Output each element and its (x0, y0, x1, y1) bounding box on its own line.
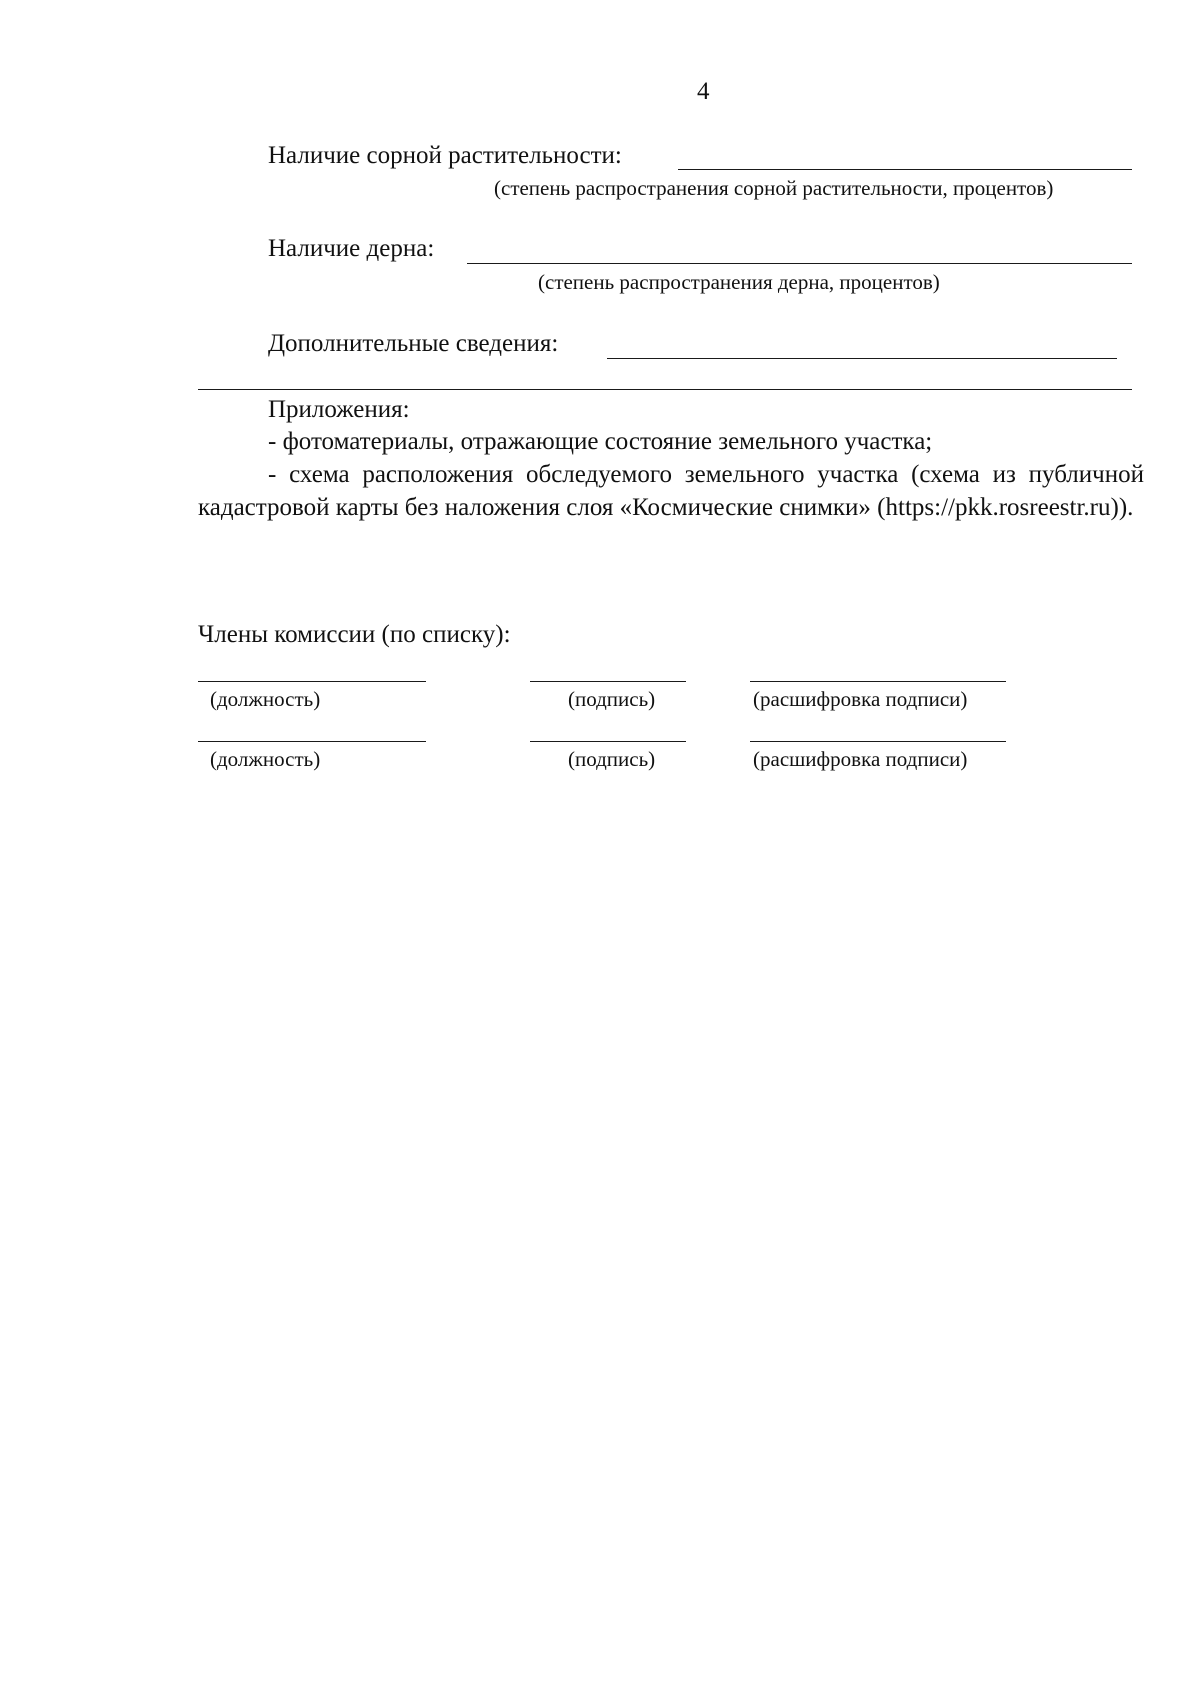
sod-caption: (степень распространения дерна, процентов) (538, 270, 940, 294)
signature-line[interactable] (530, 741, 686, 742)
weeds-label: Наличие сорной растительности: (268, 142, 622, 169)
position-caption: (должность) (210, 687, 321, 711)
commission-members-heading: Члены комиссии (по списку): (198, 621, 511, 648)
weeds-caption: (степень распространения сорной растительности, процентов) (494, 176, 1054, 200)
additional-info-label: Дополнительные сведения: (268, 330, 559, 357)
attachments-heading: Приложения: (268, 396, 410, 423)
weeds-input-line[interactable] (678, 169, 1132, 170)
position-line[interactable] (198, 741, 426, 742)
signature-caption: (подпись) (568, 747, 656, 771)
position-line[interactable] (198, 681, 426, 682)
attachment-item-scheme: - схема расположения обследуемого земельного участка (схема из публичной кадастровой карты без наложения слоя «Космические снимки» (https://pkk.rosreestr.ru)). (198, 461, 1144, 521)
signature-decoding-line[interactable] (750, 741, 1006, 742)
signature-decoding-caption: (расшифровка подписи) (753, 687, 968, 711)
position-caption: (должность) (210, 747, 321, 771)
signature-line[interactable] (530, 681, 686, 682)
signature-decoding-line[interactable] (750, 681, 1006, 682)
sod-input-line[interactable] (467, 263, 1132, 264)
attachment-item-photos: - фотоматериалы, отражающие состояние земельного участка; (268, 428, 933, 455)
page-number: 4 (697, 78, 710, 105)
signature-decoding-caption: (расшифровка подписи) (753, 747, 968, 771)
additional-info-second-line[interactable] (198, 389, 1132, 390)
additional-info-input-line[interactable] (607, 358, 1117, 359)
signature-caption: (подпись) (568, 687, 656, 711)
sod-label: Наличие дерна: (268, 235, 435, 262)
